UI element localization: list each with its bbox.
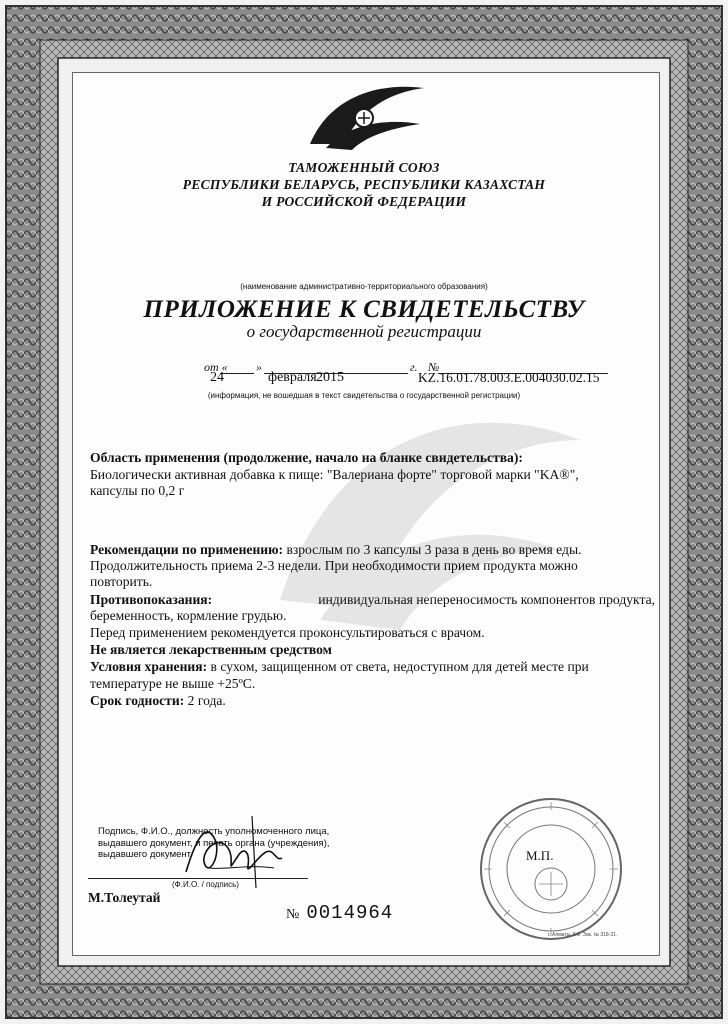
date-number-row bbox=[198, 358, 618, 388]
scope-label: Область применения (продолжение, начало на бланке свидетельства): bbox=[90, 450, 523, 465]
contraindications-label: Противопоказания: bbox=[90, 592, 213, 607]
contraindications-text-3: Перед применением рекомендуется проконсультироваться с врачом. bbox=[90, 625, 485, 640]
storage-text-1: в сухом, защищенном от света, недоступном для детей месте при bbox=[210, 659, 589, 674]
contraindications bbox=[90, 592, 655, 608]
serial-label: № bbox=[286, 907, 301, 922]
signature-caption-3: выдавшего документ bbox=[98, 849, 191, 860]
recommendations-label: Рекомендации по применению: bbox=[90, 542, 284, 557]
registration-number: KZ.16.01.78.003.E.004030.02.15 bbox=[418, 370, 600, 385]
number-label: № bbox=[428, 360, 440, 374]
signature-caption-2: выдавшего документ, и печать органа (учреждения), bbox=[98, 837, 330, 849]
recommendations-text-2: Продолжительность приема 2-3 недели. При необходимости прием продукта можно bbox=[90, 558, 578, 573]
date-day: 24 bbox=[210, 370, 224, 385]
date-month: февраля bbox=[268, 370, 317, 385]
storage bbox=[90, 659, 655, 675]
header-line-1: ТАМОЖЕННЫЙ СОЮЗ bbox=[288, 160, 440, 175]
customs-union-logo bbox=[300, 78, 430, 150]
shelf-life-value: 2 года. bbox=[187, 693, 226, 708]
storage-text-2: температуре не выше +25ºС. bbox=[90, 676, 256, 691]
shelf-life bbox=[90, 693, 655, 709]
storage-label: Условия хранения: bbox=[90, 659, 208, 674]
info-caption: (информация, не вошедшая в текст свидетельства о государственной регистрации) bbox=[207, 391, 521, 400]
official-seal bbox=[476, 794, 626, 944]
date-from-label: от « bbox=[204, 360, 228, 374]
header-line-2: РЕСПУБЛИКИ БЕЛАРУСЬ, РЕСПУБЛИКИ КАЗАХСТАН bbox=[182, 177, 546, 192]
serial-number bbox=[286, 902, 393, 924]
recommendations bbox=[90, 542, 655, 558]
admin-unit-caption: (наименование административно-территориального образования) bbox=[240, 282, 488, 291]
seal-mark: М.П. bbox=[526, 848, 554, 863]
header-line-3: И РОССИЙСКОЙ ФЕДЕРАЦИИ bbox=[261, 194, 467, 209]
printer-imprint: г. Алматы. БФ. Зак. № 318-31. bbox=[548, 932, 618, 938]
serial-value: 0014964 bbox=[306, 902, 394, 924]
scope-text-2: капсулы по 0,2 г bbox=[90, 483, 185, 498]
date-close-quote: » bbox=[256, 360, 262, 374]
recommendations-text-3: повторить. bbox=[90, 574, 153, 589]
contraindications-text-1: индивидуальная непереносимость компонентов продукта, bbox=[318, 592, 655, 607]
signature-caption-1: Подпись, Ф.И.О., должность уполномоченного лица, bbox=[98, 826, 330, 837]
handwritten-signature bbox=[178, 812, 288, 892]
year-suffix: г. bbox=[410, 360, 418, 374]
scope-text-1: Биологически активная добавка к пище: "Валериана форте" торговой марки "KA®", bbox=[90, 467, 579, 482]
contraindications-text-2: беременность, кормление грудью. bbox=[90, 608, 287, 623]
shelf-life-label: Срок годности: bbox=[90, 693, 185, 708]
document-subtitle: о государственной регистрации bbox=[246, 322, 482, 341]
date-year: 2015 bbox=[316, 370, 344, 385]
fio-caption: (Ф.И.О. / подпись) bbox=[172, 880, 239, 889]
signer-name: М.Толеутай bbox=[88, 890, 161, 905]
recommendations-text-1: взрослым по 3 капсулы 3 раза в день во время еды. bbox=[286, 542, 582, 557]
not-medicine-note: Не является лекарственным средством bbox=[90, 642, 332, 657]
document-title: ПРИЛОЖЕНИЕ К СВИДЕТЕЛЬСТВУ bbox=[143, 296, 585, 323]
